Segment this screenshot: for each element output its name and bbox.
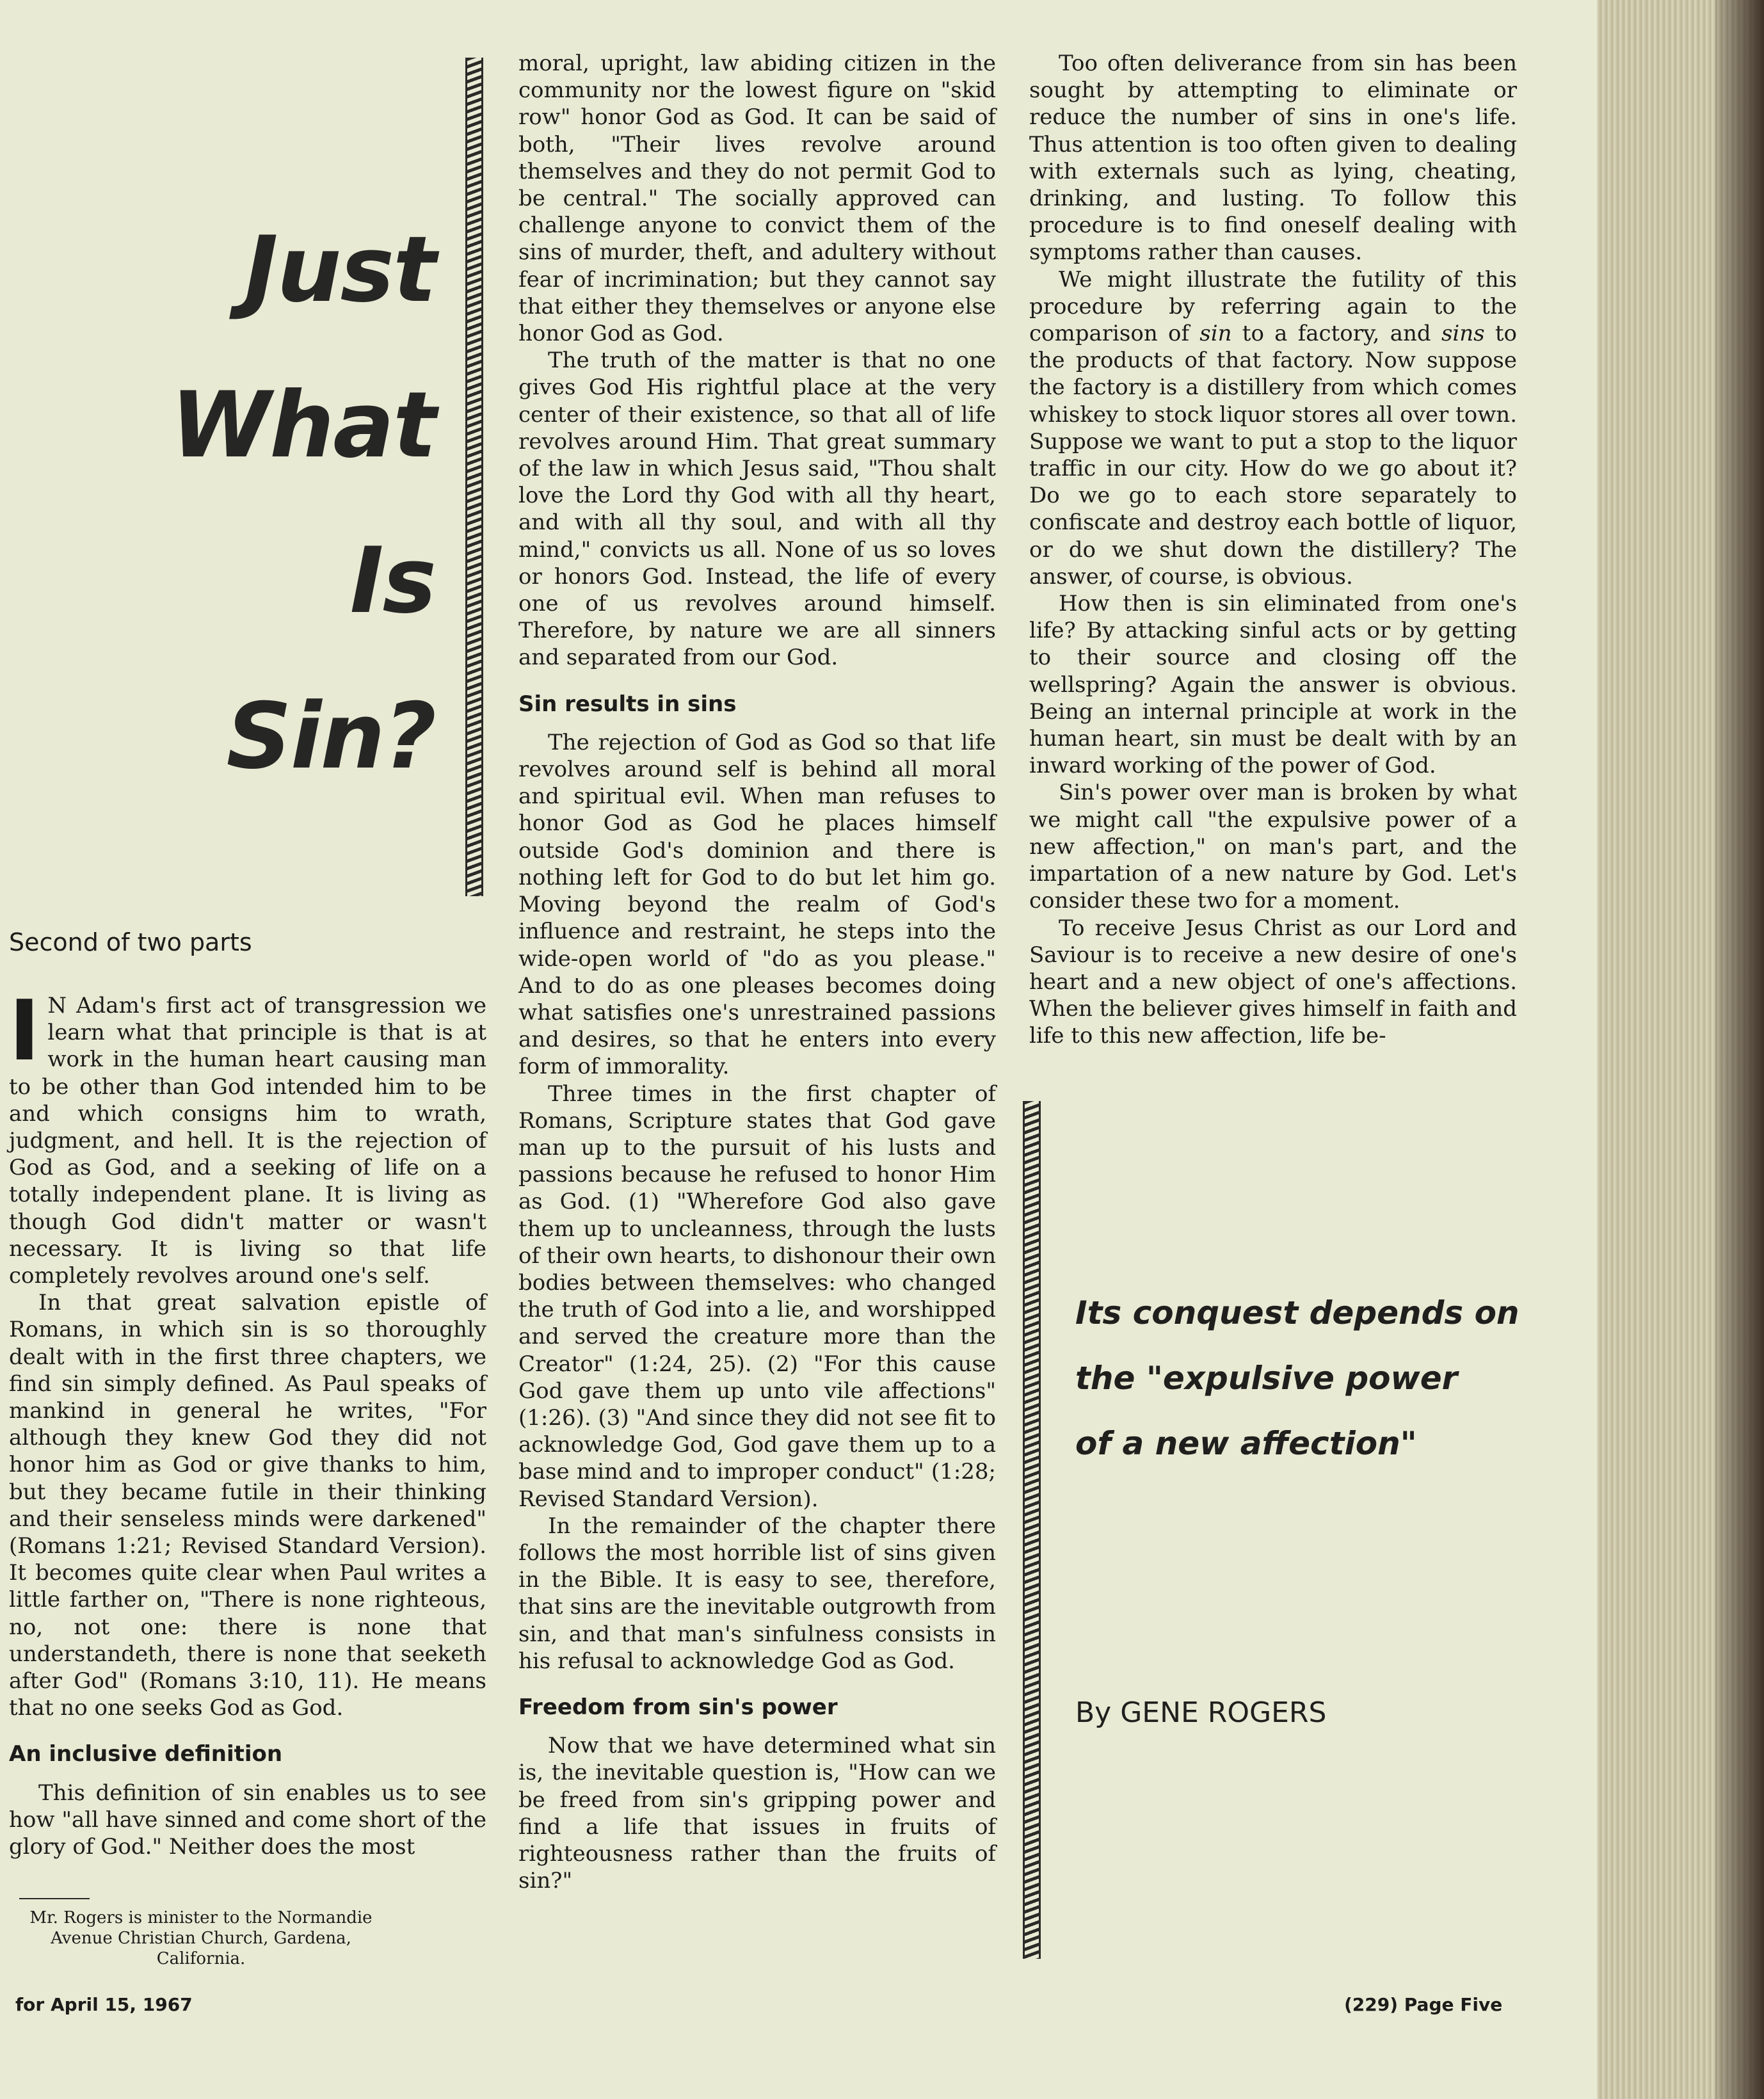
drop-cap: I [9,982,40,1079]
paragraph: I N Adam's first act of transgression we learn what that principle is that is at work in the human heart causing man to be other than God intended him to be and which consigns him to wrath, judgment, and hell. It is the rejection of God as God, and a seeking of life on a totally independent plane. It is living as though God didn't matter or wasn't necessary. It is living so that life completely revolves around one's self. [9,982,486,1289]
section-heading: An inclusive definition [9,1741,283,1767]
text-column-2 [518,50,996,1894]
decorative-chain-rule [465,58,483,896]
paragraph: The rejection of God as God so that life revolves around self is behind all moral and spiritual evil. When man refuses to honor God as God he places himself outside God's dominion and there is nothing left for God to do but let him go. Moving beyond the realm of God's influence and restraint, he steps into the wide-open world of "do as you please." And to do as one pleases becomes doing what satisfies one's unrestrained passions and desires, so that he enters into every form of immorality. [518,729,996,1080]
pull-quote-line: the "expulsive power [1075,1360,1458,1397]
paragraph: Sin's power over man is broken by what we might call "the expulsive power of a new affection," on man's part, and the impartation of a new nature by God. Let's consider these two for a moment. [1029,780,1517,914]
paragraph: moral, upright, law abiding citizen in the community nor the lowest figure on "skid row" honor God as God. It can be said of both, "Their lives revolve around themselves and they do not permit God to be central." The socially approved can challenge anyone to convict them of the sins of murder, theft, and adultery without fear of incrimination; but they cannot say that either they themselves or anyone else honor God as God. [518,51,996,347]
paragraph: In the remainder of the chapter there follows the most horrible list of sins given in the Bible. It is easy to see, therefore, that sins are the inevitable outgrowth from sin, and that man's sinfulness consists in his refusal to acknowledge God as God. [518,1513,996,1674]
page-number: (229) Page Five [1344,1994,1503,2015]
title-line: Is [349,528,435,634]
paragraph: Too often deliverance from sin has been sought by attempting to eliminate or reduce the number of sins in one's life. Thus attention is too often given to dealing with externals such as lying, cheating, drinking, and lusting. To follow this procedure is to find oneself dealing with symptoms rather than causes. [1029,51,1517,266]
article-title [115,192,435,814]
paragraph: The truth of the matter is that no one gives God His rightful place at the very center of their existence, so that all of life revolves around Him. That great summary of the law in which Jesus said, "Thou shalt love the Lord thy God with all thy heart, and with all thy soul, and with all thy mind," convicts us all. None of us so loves or honors God. Instead, the life of every one of us revolves around himself. Therefore, by nature we are all sinners and separated from our God. [518,348,996,671]
series-kicker: Second of two parts [9,928,252,956]
paragraph: To receive Jesus Christ as our Lord and Saviour is to receive a new desire of one's heart and a new object of one's affections. When the believer gives himself in faith and life to this new affection, life be- [1029,915,1517,1049]
section-heading: Sin results in sins [518,691,737,717]
decorative-chain-rule [1023,1101,1041,1959]
author-footnote: Mr. Rogers is minister to the Normandie Avenue Christian Church, Gardena, California. [29,1908,373,1968]
paragraph: In that great salvation epistle of Romans, in which sin is so thoroughly dealt with in the first three chapters, we find sin simply defined. As Paul speaks of mankind in general he writes, "For although they knew God they did not honor him as God or give thanks to him, but they became futile in their thinking and their senseless minds were darkened" (Romans 1:21; Revised Standard Version). It becomes quite clear when Paul writes a little farther on, "There is none righteous, no, not one: there is none that understandeth, there is none that seeketh after God" (Romans 3:10, 11). He means that no one seeks God as God. [9,1290,486,1721]
pull-quote-line: of a new affection" [1075,1425,1417,1462]
paragraph: This definition of sin enables us to see how "all have sinned and come short of the glory of God." Neither does the most [9,1780,486,1860]
issue-date: for April 15, 1967 [15,1994,193,2015]
paragraph: We might illustrate the futility of this procedure by referring again to the comparison of sin to a factory, and sins to the products of that factory. Now suppose the factory is a distillery from which comes whiskey to stock liquor stores all over town. Suppose we want to put a stop to the liquor traffic in our city. How do we go about it? Do we go to each store separately to confiscate and destroy each bottle of liquor, or do we shut down the distillery? The answer, of course, is obvious. [1029,266,1517,590]
author-byline: By GENE ROGERS [1075,1696,1327,1729]
paragraph: Now that we have determined what sin is, the inevitable question is, "How can we be freed from sin's gripping power and find a life that issues in fruits of righteousness rather than the fruits of sin?" [518,1733,996,1894]
text-column-1 [9,982,486,1860]
binding-shadow [1715,0,1764,2099]
pull-quote-line: Its conquest depends on [1075,1294,1519,1331]
footnote-divider [19,1898,90,1899]
title-line: Sin? [226,684,435,789]
pull-quote [1075,1280,1523,1476]
title-line: What [170,373,435,478]
text-column-3 [1029,50,1517,1050]
paragraph: Three times in the first chapter of Romans, Scripture states that God gave man up to the pursuit of his lusts and passions because he refused to honor Him as God. (1) "Wherefore God also gave them up to uncleanness, through the lusts of their own hearts, to dishonour their own bodies between themselves: who changed the truth of God into a lie, and worshipped and served the creature more than the Creator" (1:24, 25). (2) "For this cause God gave them up unto vile affections" (1:26). (3) "And since they did not see fit to acknowledge God, God gave them up to a base mind and to improper conduct" (1:28; Revised Standard Version). [518,1081,996,1512]
paragraph: How then is sin eliminated from one's life? By attacking sinful acts or by getting to their source and closing off the wellspring? Again the answer is obvious. Being an internal principle at work in the human heart, sin must be dealt with by an inward working of the power of God. [1029,591,1517,779]
title-line: Just [244,217,435,323]
section-heading: Freedom from sin's power [518,1694,838,1720]
